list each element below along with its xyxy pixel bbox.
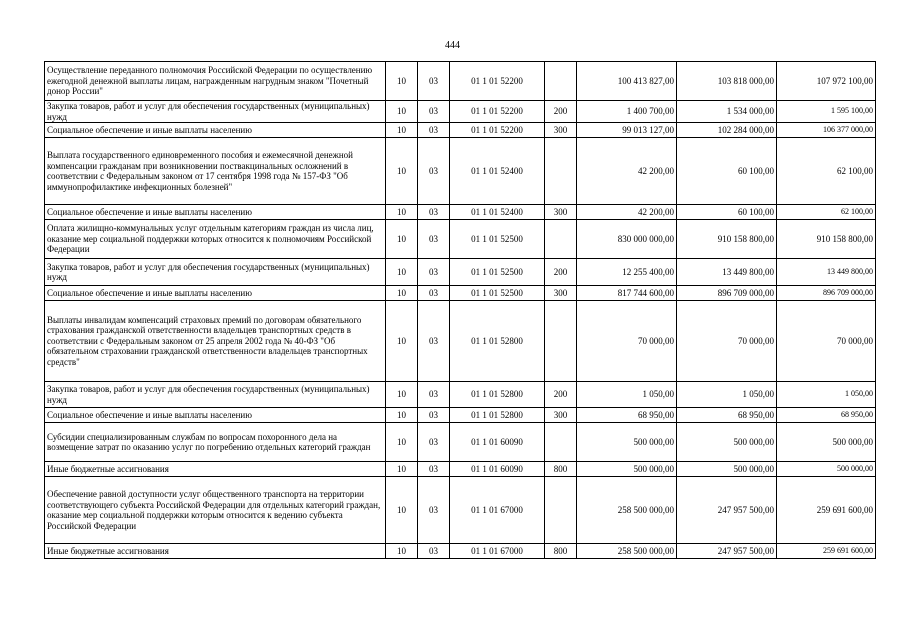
row-target-article: 01 1 01 52500 xyxy=(450,220,545,259)
row-name: Иные бюджетные ассигнования xyxy=(45,462,386,477)
row-section: 10 xyxy=(386,286,418,301)
row-amount-year3: 1 595 100,00 xyxy=(777,101,876,123)
row-target-article: 01 1 01 52800 xyxy=(450,408,545,423)
row-expense-type: 300 xyxy=(545,123,577,138)
row-expense-type: 300 xyxy=(545,205,577,220)
row-amount-year2: 102 284 000,00 xyxy=(677,123,777,138)
row-section: 10 xyxy=(386,544,418,559)
row-target-article: 01 1 01 52500 xyxy=(450,259,545,286)
row-section: 10 xyxy=(386,123,418,138)
row-amount-year1: 1 050,00 xyxy=(577,382,677,408)
row-amount-year2: 247 957 500,00 xyxy=(677,477,777,544)
row-amount-year2: 1 050,00 xyxy=(677,382,777,408)
row-amount-year1: 42 200,00 xyxy=(577,205,677,220)
row-name: Оплата жилищно-коммунальных услуг отдельным категориям граждан из числа лиц, оказание мер социальной поддержки которых относится к полномочиям Российской Федерации xyxy=(45,220,386,259)
row-section: 10 xyxy=(386,477,418,544)
row-subsection: 03 xyxy=(418,259,450,286)
row-target-article: 01 1 01 52200 xyxy=(450,62,545,101)
row-expense-type: 800 xyxy=(545,544,577,559)
row-subsection: 03 xyxy=(418,544,450,559)
row-amount-year1: 817 744 600,00 xyxy=(577,286,677,301)
row-amount-year3: 259 691 600,00 xyxy=(777,544,876,559)
table-row xyxy=(45,286,876,301)
table-row xyxy=(45,462,876,477)
table-row xyxy=(45,408,876,423)
row-expense-type: 300 xyxy=(545,286,577,301)
row-amount-year3: 910 158 800,00 xyxy=(777,220,876,259)
row-section: 10 xyxy=(386,62,418,101)
row-expense-type xyxy=(545,62,577,101)
row-expense-type: 200 xyxy=(545,101,577,123)
row-name: Выплаты инвалидам компенсаций страховых премий по договорам обязательного страхования гражданской ответственности владельцев транспортных средств в соответствии с Федеральным законом от 25 апреля 2002 года № 40-ФЗ "Об обязательном страховании гражданской ответственности владельцев транспортных средств" xyxy=(45,301,386,382)
row-target-article: 01 1 01 52400 xyxy=(450,205,545,220)
row-amount-year3: 62 100,00 xyxy=(777,205,876,220)
row-amount-year2: 500 000,00 xyxy=(677,462,777,477)
row-section: 10 xyxy=(386,382,418,408)
row-subsection: 03 xyxy=(418,220,450,259)
row-subsection: 03 xyxy=(418,462,450,477)
row-target-article: 01 1 01 52800 xyxy=(450,301,545,382)
row-target-article: 01 1 01 52800 xyxy=(450,382,545,408)
row-amount-year2: 896 709 000,00 xyxy=(677,286,777,301)
row-subsection: 03 xyxy=(418,101,450,123)
table-row xyxy=(45,259,876,286)
row-name: Социальное обеспечение и иные выплаты населению xyxy=(45,286,386,301)
row-amount-year2: 103 818 000,00 xyxy=(677,62,777,101)
row-amount-year3: 107 972 100,00 xyxy=(777,62,876,101)
row-name: Закупка товаров, работ и услуг для обеспечения государственных (муниципальных) нужд xyxy=(45,382,386,408)
table-row xyxy=(45,220,876,259)
row-name: Социальное обеспечение и иные выплаты населению xyxy=(45,408,386,423)
row-target-article: 01 1 01 67000 xyxy=(450,477,545,544)
row-amount-year1: 830 000 000,00 xyxy=(577,220,677,259)
table-row xyxy=(45,101,876,123)
row-amount-year1: 42 200,00 xyxy=(577,138,677,205)
row-expense-type xyxy=(545,477,577,544)
table-row xyxy=(45,477,876,544)
table-row xyxy=(45,301,876,382)
row-amount-year1: 500 000,00 xyxy=(577,423,677,462)
row-section: 10 xyxy=(386,138,418,205)
row-amount-year2: 910 158 800,00 xyxy=(677,220,777,259)
table-row xyxy=(45,423,876,462)
row-name: Субсидии специализированным службам по вопросам похоронного дела на возмещение затрат по оказанию услуг по погребению отдельных категорий граждан xyxy=(45,423,386,462)
row-section: 10 xyxy=(386,408,418,423)
row-amount-year3: 500 000,00 xyxy=(777,462,876,477)
row-amount-year2: 247 957 500,00 xyxy=(677,544,777,559)
row-amount-year1: 500 000,00 xyxy=(577,462,677,477)
row-target-article: 01 1 01 52500 xyxy=(450,286,545,301)
row-amount-year1: 12 255 400,00 xyxy=(577,259,677,286)
row-name: Социальное обеспечение и иные выплаты населению xyxy=(45,205,386,220)
row-section: 10 xyxy=(386,301,418,382)
table-row xyxy=(45,382,876,408)
row-expense-type xyxy=(545,301,577,382)
row-target-article: 01 1 01 52200 xyxy=(450,123,545,138)
row-amount-year2: 70 000,00 xyxy=(677,301,777,382)
page-number: 444 xyxy=(445,40,460,51)
row-amount-year1: 68 950,00 xyxy=(577,408,677,423)
table-body xyxy=(45,62,876,559)
row-amount-year2: 13 449 800,00 xyxy=(677,259,777,286)
row-expense-type xyxy=(545,423,577,462)
table-row xyxy=(45,123,876,138)
row-amount-year3: 106 377 000,00 xyxy=(777,123,876,138)
row-amount-year1: 1 400 700,00 xyxy=(577,101,677,123)
row-amount-year2: 60 100,00 xyxy=(677,205,777,220)
row-amount-year3: 896 709 000,00 xyxy=(777,286,876,301)
row-subsection: 03 xyxy=(418,286,450,301)
row-subsection: 03 xyxy=(418,423,450,462)
row-subsection: 03 xyxy=(418,123,450,138)
row-target-article: 01 1 01 67000 xyxy=(450,544,545,559)
row-section: 10 xyxy=(386,259,418,286)
row-amount-year1: 70 000,00 xyxy=(577,301,677,382)
row-subsection: 03 xyxy=(418,62,450,101)
row-target-article: 01 1 01 60090 xyxy=(450,423,545,462)
row-amount-year3: 500 000,00 xyxy=(777,423,876,462)
row-amount-year3: 68 950,00 xyxy=(777,408,876,423)
row-name: Социальное обеспечение и иные выплаты населению xyxy=(45,123,386,138)
row-amount-year3: 62 100,00 xyxy=(777,138,876,205)
row-section: 10 xyxy=(386,423,418,462)
row-subsection: 03 xyxy=(418,408,450,423)
row-target-article: 01 1 01 52200 xyxy=(450,101,545,123)
row-expense-type xyxy=(545,138,577,205)
row-amount-year3: 259 691 600,00 xyxy=(777,477,876,544)
row-expense-type: 800 xyxy=(545,462,577,477)
row-name: Закупка товаров, работ и услуг для обеспечения государственных (муниципальных) нужд xyxy=(45,259,386,286)
row-amount-year1: 100 413 827,00 xyxy=(577,62,677,101)
row-expense-type: 200 xyxy=(545,382,577,408)
row-name: Иные бюджетные ассигнования xyxy=(45,544,386,559)
row-amount-year2: 1 534 000,00 xyxy=(677,101,777,123)
row-name: Осуществление переданного полномочия Российской Федерации по осуществлению ежегодной денежной выплаты лицам, награжденным нагрудным знаком "Почетный донор России" xyxy=(45,62,386,101)
row-section: 10 xyxy=(386,462,418,477)
row-expense-type: 300 xyxy=(545,408,577,423)
table-row xyxy=(45,544,876,559)
row-amount-year3: 1 050,00 xyxy=(777,382,876,408)
row-subsection: 03 xyxy=(418,477,450,544)
row-expense-type: 200 xyxy=(545,259,577,286)
budget-table xyxy=(44,61,876,559)
row-name: Выплата государственного единовременного пособия и ежемесячной денежной компенсации гражданам при возникновении поствакцинальных осложнений в соответствии с Федеральным законом от 17 сентября 1998 года № 157-ФЗ "Об иммунопрофилактике инфекционных болезней" xyxy=(45,138,386,205)
row-amount-year1: 99 013 127,00 xyxy=(577,123,677,138)
row-amount-year1: 258 500 000,00 xyxy=(577,477,677,544)
table-row xyxy=(45,138,876,205)
row-amount-year3: 13 449 800,00 xyxy=(777,259,876,286)
row-subsection: 03 xyxy=(418,301,450,382)
row-amount-year2: 60 100,00 xyxy=(677,138,777,205)
table-row xyxy=(45,205,876,220)
row-section: 10 xyxy=(386,205,418,220)
row-section: 10 xyxy=(386,101,418,123)
row-name: Обеспечение равной доступности услуг общественного транспорта на территории соответствующего субъекта Российской Федерации для отдельных категорий граждан, оказание мер социальной поддержки которым относится к ведению субъекта Российской Федерации xyxy=(45,477,386,544)
table-row xyxy=(45,62,876,101)
row-amount-year1: 258 500 000,00 xyxy=(577,544,677,559)
row-expense-type xyxy=(545,220,577,259)
row-name: Закупка товаров, работ и услуг для обеспечения государственных (муниципальных) нужд xyxy=(45,101,386,123)
row-amount-year2: 500 000,00 xyxy=(677,423,777,462)
row-subsection: 03 xyxy=(418,382,450,408)
row-amount-year3: 70 000,00 xyxy=(777,301,876,382)
row-subsection: 03 xyxy=(418,205,450,220)
row-target-article: 01 1 01 60090 xyxy=(450,462,545,477)
row-amount-year2: 68 950,00 xyxy=(677,408,777,423)
row-subsection: 03 xyxy=(418,138,450,205)
row-section: 10 xyxy=(386,220,418,259)
row-target-article: 01 1 01 52400 xyxy=(450,138,545,205)
